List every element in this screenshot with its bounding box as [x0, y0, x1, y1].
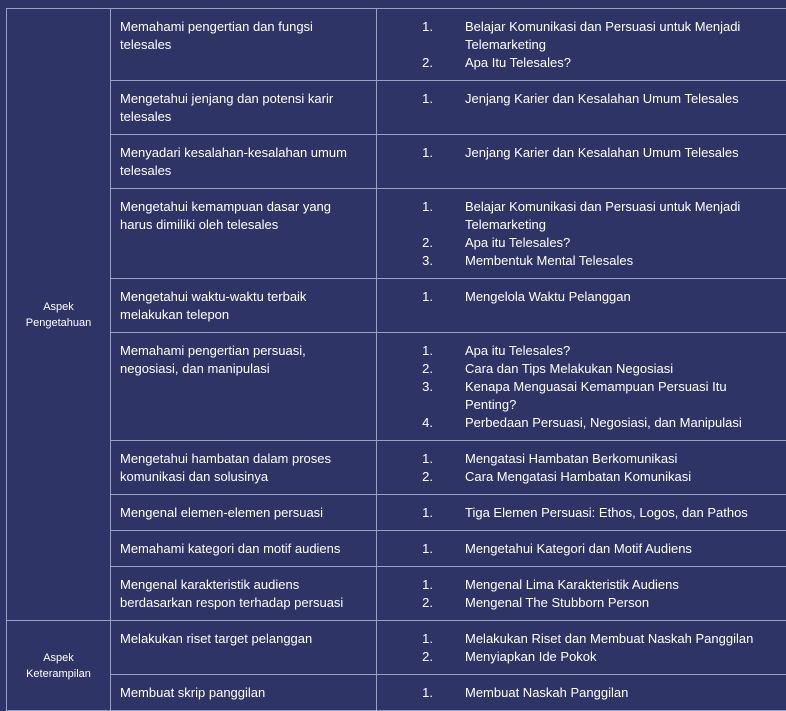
curriculum-table [6, 8, 786, 711]
list-item-gap [433, 360, 465, 378]
list-item [377, 540, 778, 558]
list-item [377, 234, 778, 252]
list-item-gap [433, 648, 465, 666]
list-item [377, 630, 778, 648]
list-item-text: Mengenal The Stubborn Person [465, 594, 778, 612]
objective-cell: Mengetahui waktu-waktu terbaik melakukan telepon [111, 279, 377, 333]
list-item-number: 2. [377, 468, 433, 486]
aspect-cell: Aspek Keterampilan [7, 621, 111, 711]
list-item [377, 54, 778, 72]
list-item-text: Mengatasi Hambatan Berkomunikasi [465, 450, 778, 468]
materials-cell [377, 333, 786, 441]
list-item-number: 1. [377, 288, 433, 306]
list-item-text: Perbedaan Persuasi, Negosiasi, dan Manipulasi [465, 414, 778, 432]
list-item-number: 1. [377, 18, 433, 54]
materials-cell [377, 441, 786, 495]
list-item-gap [433, 18, 465, 54]
objective-cell: Mengetahui kemampuan dasar yang harus dimiliki oleh telesales [111, 189, 377, 279]
objective-cell: Membuat skrip panggilan [111, 675, 377, 711]
objective-cell: Memahami pengertian persuasi, negosiasi, dan manipulasi [111, 333, 377, 441]
table-row [7, 81, 786, 135]
objective-cell: Mengetahui jenjang dan potensi karir telesales [111, 81, 377, 135]
list-item-text: Jenjang Karier dan Kesalahan Umum Telesales [465, 90, 778, 108]
table-row [7, 135, 786, 189]
list-item-gap [433, 414, 465, 432]
materials-list [377, 342, 778, 432]
list-item-number: 1. [377, 90, 433, 108]
objective-cell: Memahami kategori dan motif audiens [111, 531, 377, 567]
materials-cell [377, 189, 786, 279]
list-item-number: 3. [377, 252, 433, 270]
materials-cell [377, 675, 786, 711]
materials-cell [377, 135, 786, 189]
list-item-number: 4. [377, 414, 433, 432]
materials-list [377, 198, 778, 270]
materials-list [377, 576, 778, 612]
list-item-text: Kenapa Menguasai Kemampuan Persuasi Itu Penting? [465, 378, 778, 414]
list-item-gap [433, 468, 465, 486]
list-item-gap [433, 198, 465, 234]
table-row [7, 495, 786, 531]
list-item-text: Belajar Komunikasi dan Persuasi untuk Menjadi Telemarketing [465, 18, 778, 54]
list-item-text: Apa Itu Telesales? [465, 54, 778, 72]
list-item-text: Mengelola Waktu Pelanggan [465, 288, 778, 306]
materials-cell [377, 81, 786, 135]
list-item-number: 1. [377, 684, 433, 702]
list-item [377, 504, 778, 522]
materials-cell [377, 621, 786, 675]
table-row [7, 189, 786, 279]
list-item-text: Belajar Komunikasi dan Persuasi untuk Menjadi Telemarketing [465, 198, 778, 234]
objective-cell: Melakukan riset target pelanggan [111, 621, 377, 675]
list-item-text: Mengetahui Kategori dan Motif Audiens [465, 540, 778, 558]
list-item-gap [433, 342, 465, 360]
materials-list [377, 630, 778, 666]
table-row [7, 531, 786, 567]
objective-cell: Memahami pengertian dan fungsi telesales [111, 9, 377, 81]
materials-cell [377, 9, 786, 81]
list-item-gap [433, 252, 465, 270]
materials-list [377, 288, 778, 306]
list-item-text: Apa itu Telesales? [465, 234, 778, 252]
list-item-text: Cara Mengatasi Hambatan Komunikasi [465, 468, 778, 486]
list-item-text: Membentuk Mental Telesales [465, 252, 778, 270]
list-item-text: Mengenal Lima Karakteristik Audiens [465, 576, 778, 594]
list-item-text: Membuat Naskah Panggilan [465, 684, 778, 702]
table-row [7, 441, 786, 495]
list-item-gap [433, 540, 465, 558]
list-item-number: 1. [377, 576, 433, 594]
list-item-text: Cara dan Tips Melakukan Negosiasi [465, 360, 778, 378]
list-item-number: 2. [377, 648, 433, 666]
materials-list [377, 18, 778, 72]
curriculum-table-body [7, 9, 786, 711]
list-item-gap [433, 234, 465, 252]
list-item-number: 1. [377, 504, 433, 522]
list-item-text: Tiga Elemen Persuasi: Ethos, Logos, dan Pathos [465, 504, 778, 522]
list-item-gap [433, 684, 465, 702]
table-row [7, 333, 786, 441]
list-item-gap [433, 504, 465, 522]
list-item-number: 2. [377, 360, 433, 378]
list-item-text: Menyiapkan Ide Pokok [465, 648, 778, 666]
list-item-text: Melakukan Riset dan Membuat Naskah Panggilan [465, 630, 778, 648]
aspect-cell: Aspek Pengetahuan [7, 9, 111, 621]
list-item [377, 252, 778, 270]
list-item-number: 1. [377, 198, 433, 234]
list-item [377, 594, 778, 612]
list-item-gap [433, 594, 465, 612]
table-row [7, 621, 786, 675]
table-row [7, 567, 786, 621]
list-item-number: 3. [377, 378, 433, 414]
list-item [377, 198, 778, 234]
materials-cell [377, 531, 786, 567]
list-item [377, 288, 778, 306]
list-item-gap [433, 576, 465, 594]
list-item-gap [433, 450, 465, 468]
list-item-number: 2. [377, 594, 433, 612]
list-item-gap [433, 90, 465, 108]
list-item-number: 1. [377, 144, 433, 162]
list-item [377, 144, 778, 162]
table-row [7, 9, 786, 81]
objective-cell: Mengetahui hambatan dalam proses komunikasi dan solusinya [111, 441, 377, 495]
list-item [377, 378, 778, 414]
materials-cell [377, 495, 786, 531]
list-item [377, 450, 778, 468]
objective-cell: Mengenal elemen-elemen persuasi [111, 495, 377, 531]
materials-list [377, 144, 778, 162]
list-item [377, 90, 778, 108]
table-row [7, 675, 786, 711]
objective-cell: Mengenal karakteristik audiens berdasarkan respon terhadap persuasi [111, 567, 377, 621]
materials-cell [377, 567, 786, 621]
list-item-number: 2. [377, 54, 433, 72]
list-item-text: Jenjang Karier dan Kesalahan Umum Telesales [465, 144, 778, 162]
table-row [7, 279, 786, 333]
list-item-number: 2. [377, 234, 433, 252]
materials-list [377, 540, 778, 558]
list-item-gap [433, 288, 465, 306]
list-item [377, 18, 778, 54]
list-item-number: 1. [377, 630, 433, 648]
list-item [377, 648, 778, 666]
list-item [377, 360, 778, 378]
list-item [377, 414, 778, 432]
list-item [377, 684, 778, 702]
materials-cell [377, 279, 786, 333]
materials-list [377, 684, 778, 702]
materials-list [377, 450, 778, 486]
list-item [377, 576, 778, 594]
list-item-gap [433, 630, 465, 648]
list-item-gap [433, 54, 465, 72]
list-item-gap [433, 144, 465, 162]
list-item-number: 1. [377, 342, 433, 360]
materials-list [377, 90, 778, 108]
list-item-number: 1. [377, 450, 433, 468]
list-item [377, 468, 778, 486]
list-item-number: 1. [377, 540, 433, 558]
objective-cell: Menyadari kesalahan-kesalahan umum telesales [111, 135, 377, 189]
list-item-gap [433, 378, 465, 414]
list-item [377, 342, 778, 360]
materials-list [377, 504, 778, 522]
list-item-text: Apa itu Telesales? [465, 342, 778, 360]
